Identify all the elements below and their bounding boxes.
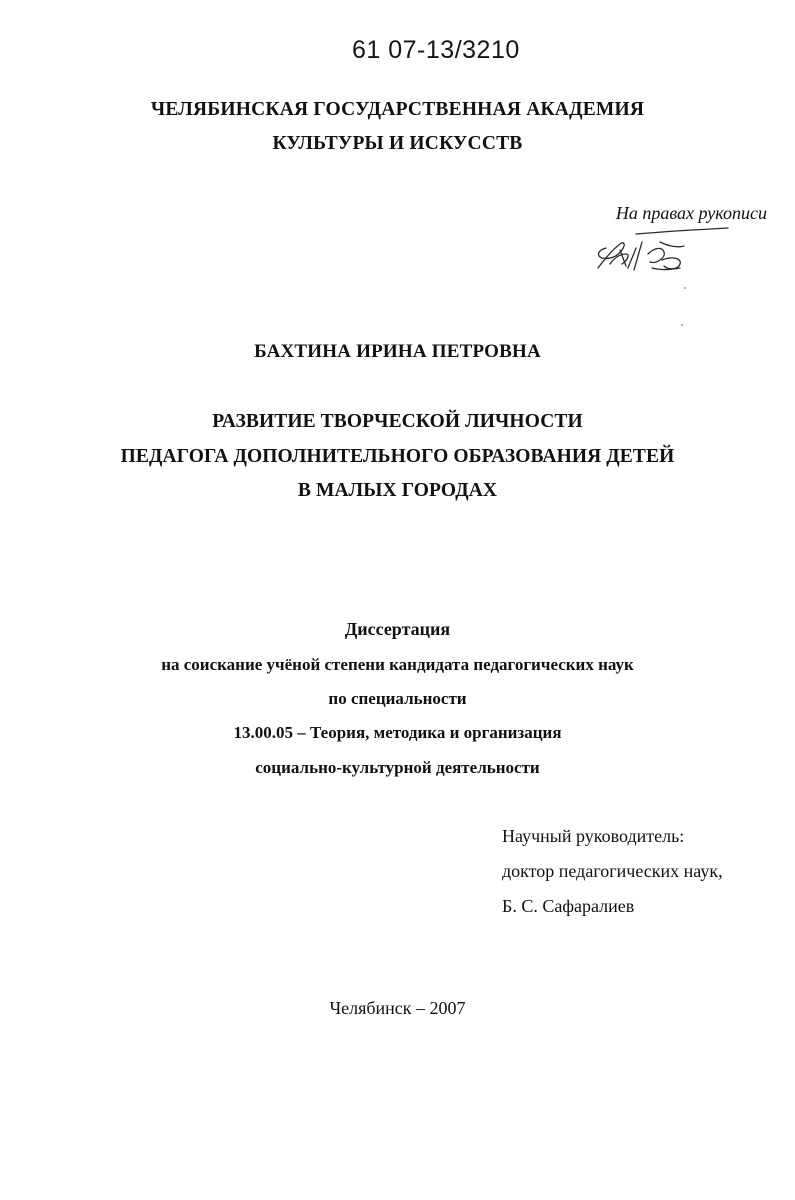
specialty-label: по специальности — [328, 689, 467, 708]
city-year: Челябинск – 2007 — [329, 998, 466, 1018]
manuscript-rights-note: На правах рукописи — [615, 203, 767, 223]
dissertation-title-line-2: ПЕДАГОГА ДОПОЛНИТЕЛЬНОГО ОБРАЗОВАНИЯ ДЕТЕЙ — [120, 446, 675, 467]
handwritten-signature — [590, 224, 730, 276]
specialty-code-line: 13.00.05 – Теория, методика и организация — [233, 723, 562, 742]
supervisor-name: Б. С. Сафаралиев — [502, 896, 635, 916]
specialty-name-line: социально-культурной деятельности — [255, 758, 540, 777]
organization-line-1: ЧЕЛЯБИНСКАЯ ГОСУДАРСТВЕННАЯ АКАДЕМИЯ — [150, 99, 645, 120]
archive-code-stamp: 61 07-13/3210 — [352, 36, 520, 64]
scan-speck — [684, 287, 686, 289]
organization-line-2: КУЛЬТУРЫ И ИСКУССТВ — [272, 133, 523, 154]
document-type: Диссертация — [344, 619, 451, 639]
author-name: БАХТИНА ИРИНА ПЕТРОВНА — [254, 341, 541, 362]
dissertation-title-line-1: РАЗВИТИЕ ТВОРЧЕСКОЙ ЛИЧНОСТИ — [212, 411, 583, 432]
degree-line: на соискание учёной степени кандидата педагогических наук — [161, 655, 634, 674]
scan-speck — [681, 324, 683, 326]
dissertation-title-line-3: В МАЛЫХ ГОРОДАХ — [297, 480, 498, 501]
supervisor-degree: доктор педагогических наук, — [502, 861, 723, 881]
supervisor-label: Научный руководитель: — [502, 826, 685, 846]
